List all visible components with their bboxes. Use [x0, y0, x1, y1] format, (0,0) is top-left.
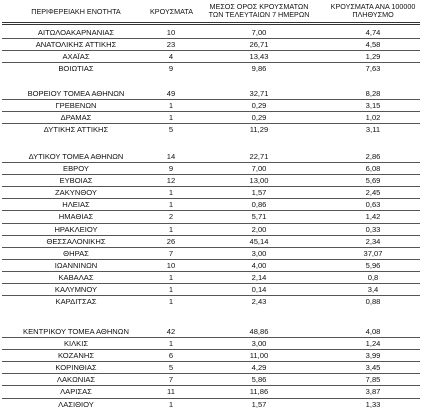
table-row — [0, 163, 422, 174]
table-row — [0, 374, 422, 385]
cases-cell: 7 — [168, 248, 174, 258]
cases-cell: 7 — [168, 375, 174, 385]
header-cases: ΚΡΟΥΣΜΑΤΑ — [150, 7, 194, 16]
region-name-cell: ΒΟΡΕΙΟΥ ΤΟΜΕΑ ΑΘΗΝΩΝ — [27, 89, 125, 98]
average-cell: 7,00 — [251, 28, 267, 37]
table-row — [0, 100, 422, 111]
cases-cell: 23 — [166, 40, 176, 50]
average-cell: 4,00 — [251, 260, 267, 270]
per-100000-cell: 2,45 — [365, 188, 381, 198]
per-100000-cell: 4,08 — [365, 327, 381, 336]
cases-cell: 10 — [166, 28, 176, 37]
header-rule-bottom — [2, 24, 420, 25]
per-100000-cell: 37,07 — [363, 248, 383, 258]
region-name-cell: ΔΡΑΜΑΣ — [60, 113, 92, 123]
region-name-cell: ΗΜΑΘΙΑΣ — [58, 212, 94, 222]
average-cell: 0,29 — [251, 101, 267, 111]
cases-cell: 1 — [168, 297, 174, 307]
average-cell: 2,43 — [251, 297, 267, 307]
average-cell: 1,57 — [251, 188, 267, 198]
region-name-cell: ΚΟΖΑΝΗΣ — [57, 351, 95, 361]
table-header — [0, 0, 422, 22]
per-100000-cell: 4,58 — [365, 40, 381, 50]
region-name-cell: ΔΥΤΙΚΗΣ ΑΤΤΙΚΗΣ — [43, 125, 109, 135]
table-row — [0, 260, 422, 271]
table-section-2 — [0, 88, 422, 135]
region-name-cell: ΙΩΑΝΝΙΝΩΝ — [54, 260, 98, 270]
region-name-cell: ΗΛΕΙΑΣ — [62, 200, 90, 210]
average-cell: 26,71 — [249, 40, 269, 50]
per-100000-cell: 1,02 — [365, 113, 381, 123]
average-cell: 45,14 — [249, 236, 269, 246]
table-row — [0, 296, 422, 307]
average-cell: 22,71 — [249, 152, 269, 161]
per-100000-cell: 5,69 — [365, 176, 381, 186]
per-100000-cell: 1,24 — [365, 339, 381, 349]
header-7day-average — [196, 3, 322, 19]
per-100000-cell: 5,96 — [365, 260, 381, 270]
table-row — [0, 386, 422, 397]
table-row — [0, 88, 422, 99]
cases-cell: 1 — [168, 339, 174, 349]
cases-cell: 9 — [168, 64, 174, 74]
average-cell: 0,86 — [251, 200, 267, 210]
per-100000-cell: 3,11 — [365, 125, 381, 135]
average-cell: 11,00 — [249, 351, 269, 361]
cases-cell: 42 — [166, 327, 176, 336]
table-section-1 — [0, 27, 422, 74]
region-name-cell: ΘΕΣΣΑΛΟΝΙΚΗΣ — [46, 236, 106, 246]
per-100000-cell: 7,85 — [365, 375, 381, 385]
region-name-cell: ΕΥΒΟΙΑΣ — [59, 176, 93, 186]
per-100000-cell: 0,88 — [365, 297, 381, 307]
cases-cell: 2 — [168, 212, 174, 222]
per-100000-cell: 8,28 — [365, 89, 381, 98]
average-cell: 11,29 — [249, 125, 269, 135]
region-name-cell: ΑΧΑΪΑΣ — [62, 52, 90, 62]
region-name-cell: ΚΟΡΙΝΘΙΑΣ — [55, 363, 97, 373]
cases-cell: 11 — [167, 387, 175, 397]
region-name-cell: ΚΕΝΤΡΙΚΟΥ ΤΟΜΕΑ ΑΘΗΝΩΝ — [23, 327, 129, 336]
table-row — [0, 326, 422, 337]
region-name-cell: ΚΙΛΚΙΣ — [63, 339, 89, 349]
average-cell: 5,86 — [251, 375, 267, 385]
table-row — [0, 224, 422, 235]
table-row — [0, 362, 422, 373]
average-cell: 2,14 — [251, 272, 267, 282]
region-name-cell: ΛΑΣΙΘΙΟΥ — [58, 399, 94, 409]
cases-cell: 26 — [166, 236, 176, 246]
per-100000-cell: 4,74 — [365, 28, 381, 37]
per-100000-cell: 1,33 — [365, 399, 381, 409]
average-cell: 13,00 — [249, 176, 269, 186]
cases-cell: 10 — [166, 260, 176, 270]
average-cell: 5,71 — [251, 212, 267, 222]
per-100000-cell: 6,08 — [365, 164, 381, 174]
table-row — [0, 338, 422, 349]
region-name-cell: ΖΑΚΥΝΘΟΥ — [55, 188, 97, 198]
region-name-cell: ΑΙΤΩΛΟΑΚΑΡΝΑΝΙΑΣ — [37, 28, 115, 37]
table-row — [0, 39, 422, 50]
region-name-cell: ΔΥΤΙΚΟΥ ΤΟΜΕΑ ΑΘΗΝΩΝ — [28, 152, 124, 161]
region-name-cell: ΗΡΑΚΛΕΙΟΥ — [54, 224, 98, 234]
region-name-cell: ΛΑΡΙΣΑΣ — [60, 387, 92, 397]
average-cell: 1,57 — [251, 399, 267, 409]
table-row — [0, 124, 422, 135]
per-100000-cell: 3,45 — [365, 363, 381, 373]
table-row — [0, 175, 422, 186]
cases-cell: 6 — [168, 351, 174, 361]
cases-cell: 1 — [168, 285, 174, 295]
region-name-cell: ΕΒΡΟΥ — [63, 164, 89, 174]
table-row — [0, 350, 422, 361]
cases-cell: 9 — [168, 164, 174, 174]
per-100000-cell: 1,29 — [365, 52, 381, 62]
region-name-cell: ΓΡΕΒΕΝΩΝ — [55, 101, 97, 111]
cases-cell: 49 — [166, 89, 176, 98]
region-name-cell: ΛΑΚΩΝΙΑΣ — [56, 375, 96, 385]
table-row — [0, 27, 422, 38]
header-avg-line2: ΤΩΝ ΤΕΛΕΥΤΑΙΩΝ 7 ΗΜΕΡΩΝ — [208, 10, 310, 19]
cases-cell: 1 — [168, 272, 174, 282]
per-100000-cell: 7,63 — [365, 64, 381, 74]
average-cell: 7,00 — [251, 164, 267, 174]
per-100000-cell: 2,34 — [365, 236, 381, 246]
table-row — [0, 272, 422, 283]
average-cell: 13,43 — [249, 52, 269, 62]
table-row — [0, 248, 422, 259]
cases-cell: 1 — [168, 399, 174, 409]
average-cell: 48,86 — [249, 327, 269, 336]
average-cell: 11,86 — [249, 387, 269, 397]
region-name-cell: ΘΗΡΑΣ — [63, 248, 89, 258]
cases-cell: 1 — [168, 188, 174, 198]
header-per-100000 — [326, 3, 420, 19]
average-cell: 3,00 — [251, 248, 267, 258]
region-name-cell: ΚΑΡΔΙΤΣΑΣ — [55, 297, 97, 307]
header-per-line2: ΠΛΗΘΥΣΜΟ — [352, 10, 394, 19]
average-cell: 3,00 — [251, 339, 267, 349]
cases-cell: 12 — [166, 176, 176, 186]
region-name-cell: ΚΑΛΥΜΝΟΥ — [54, 285, 98, 295]
table-row — [0, 63, 422, 74]
per-100000-cell: 1,42 — [365, 212, 381, 222]
cases-cell: 1 — [168, 113, 174, 123]
cases-cell: 5 — [168, 363, 174, 373]
header-per-line1: ΚΡΟΥΣΜΑΤΑ ΑΝΑ 100000 — [330, 2, 416, 11]
cases-cell: 4 — [168, 52, 174, 62]
region-name-cell: ΑΝΑΤΟΛΙΚΗΣ ΑΤΤΙΚΗΣ — [35, 40, 117, 50]
per-100000-cell: 3,99 — [365, 351, 381, 361]
table-row — [0, 236, 422, 247]
average-cell: 9,86 — [251, 64, 267, 74]
region-name-cell: ΒΟΙΩΤΙΑΣ — [58, 64, 94, 74]
per-100000-cell: 0,8 — [367, 272, 379, 282]
average-cell: 4,29 — [251, 363, 267, 373]
table-row — [0, 112, 422, 123]
table-row — [0, 199, 422, 210]
header-rule-top — [2, 22, 420, 23]
cases-cell: 1 — [168, 200, 174, 210]
per-100000-cell: 3,87 — [365, 387, 381, 397]
table-section-4 — [0, 326, 422, 410]
cases-cell: 14 — [166, 152, 176, 161]
header-region: ΠΕΡΙΦΕΡΕΙΑΚΗ ΕΝΟΤΗΤΑ — [31, 7, 121, 16]
table-row — [0, 284, 422, 295]
table-row — [0, 51, 422, 62]
per-100000-cell: 3,4 — [367, 285, 379, 295]
average-cell: 32,71 — [249, 89, 269, 98]
table-row — [0, 151, 422, 162]
table-row — [0, 211, 422, 222]
table-row — [0, 399, 422, 410]
region-name-cell: ΚΑΒΑΛΑΣ — [58, 272, 94, 282]
cases-cell: 1 — [168, 224, 174, 234]
per-100000-cell: 3,15 — [365, 101, 381, 111]
cases-cell: 5 — [168, 125, 174, 135]
table-row — [0, 187, 422, 198]
average-cell: 0,14 — [251, 285, 267, 295]
table-section-3 — [0, 151, 422, 307]
average-cell: 0,29 — [251, 113, 267, 123]
header-avg-line1: ΜΕΣΟΣ ΟΡΟΣ ΚΡΟΥΣΜΑΤΩΝ — [209, 2, 309, 11]
per-100000-cell: 2,86 — [365, 152, 381, 161]
average-cell: 2,00 — [251, 224, 267, 234]
per-100000-cell: 0,33 — [365, 224, 381, 234]
per-100000-cell: 0,63 — [365, 200, 381, 210]
cases-cell: 1 — [168, 101, 174, 111]
